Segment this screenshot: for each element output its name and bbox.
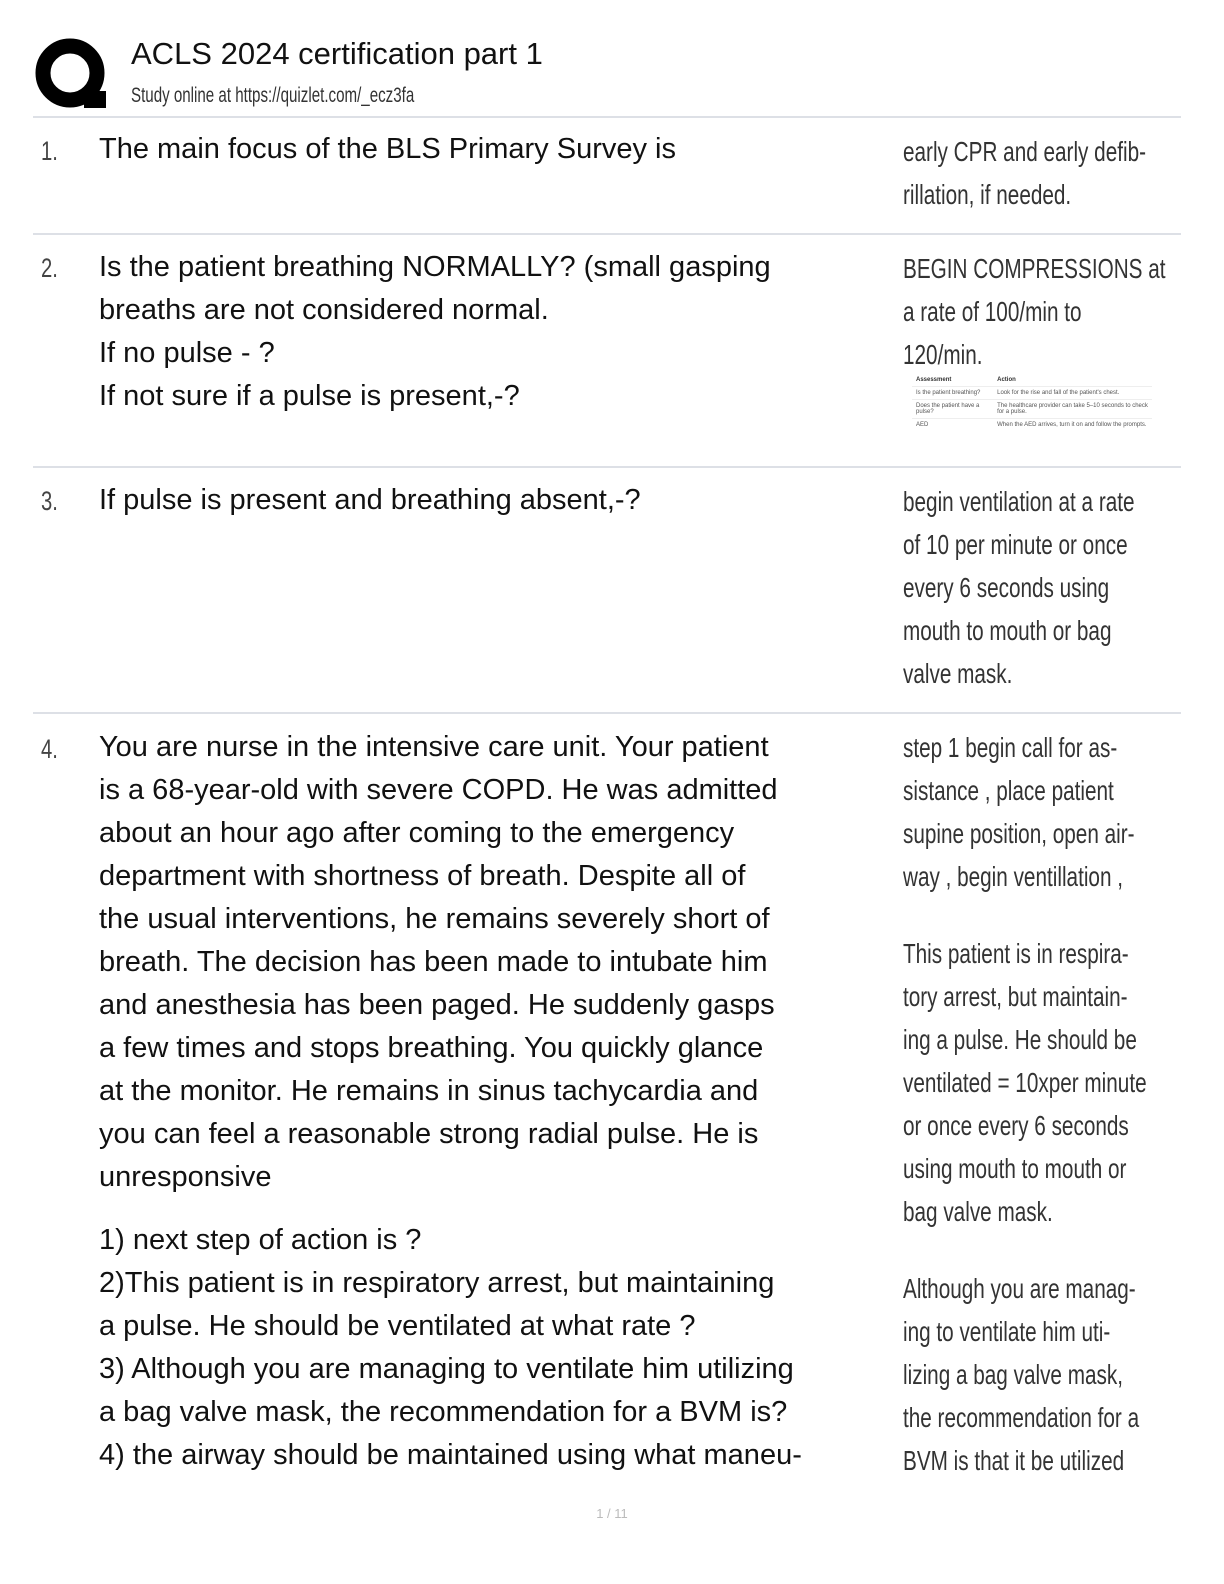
answer-line: Although you are manag- (903, 1273, 1136, 1304)
answer-line: of 10 per minute or once (903, 529, 1128, 560)
card-number: 1. (41, 136, 58, 166)
answer-line: supine position, open air- (903, 818, 1135, 849)
answer-line: ing to ventilate him uti- (903, 1316, 1111, 1347)
question-line: 1) next step of action is ? (99, 1224, 422, 1256)
question-line: the usual interventions, he remains severely short of (99, 903, 770, 935)
question-line: at the monitor. He remains in sinus tachycardia and (99, 1075, 759, 1107)
table-header: Action (997, 377, 1016, 383)
question-line: department with shortness of breath. Despite all of (99, 860, 746, 892)
table-cell: The healthcare provider can take 5–10 seconds to check for a pulse. (993, 400, 1152, 419)
divider (33, 116, 1181, 118)
answer-line: way , begin ventillation , (903, 861, 1123, 892)
answer-line: bag valve mask. (903, 1196, 1053, 1227)
answer-line: sistance , place patient (903, 775, 1114, 806)
answer-line: ventilated = 10xper minute (903, 1067, 1147, 1098)
answer-line: This patient is in respira- (903, 938, 1129, 969)
card-number: 2. (41, 253, 58, 283)
table-row (912, 419, 1152, 432)
card-answer (903, 247, 1224, 376)
answer-line: step 1 begin call for as- (903, 732, 1118, 763)
card-number: 4. (41, 734, 58, 764)
table-header: Assessment (916, 377, 952, 383)
divider (33, 466, 1181, 468)
answer-line: or once every 6 seconds (903, 1110, 1129, 1141)
page-number: 1 / 11 (596, 1506, 628, 1521)
question-line: The main focus of the BLS Primary Survey is (99, 133, 676, 165)
question-line: 3) Although you are managing to ventilate him utilizing (99, 1353, 794, 1385)
table-row (912, 400, 1152, 419)
question-line: You are nurse in the intensive care unit. Your patient (99, 731, 769, 763)
answer-line: BEGIN COMPRESSIONS at (903, 253, 1166, 284)
question-line: 4) the airway should be maintained using what maneu- (99, 1439, 802, 1471)
question-line: a few times and stops breathing. You quickly glance (99, 1032, 764, 1064)
card-number: 3. (41, 486, 58, 516)
question-line: about an hour ago after coming to the emergency (99, 817, 735, 849)
table-cell: Is the patient breathing? (912, 387, 993, 400)
document-title: ACLS 2024 certification part 1 (131, 36, 543, 71)
answer-image-table (912, 374, 1152, 431)
question-line: unresponsive (99, 1161, 272, 1193)
card-answer (903, 130, 1224, 216)
quizlet-logo-icon (34, 36, 110, 112)
table-cell: Look for the rise and fall of the patient's chest. (993, 387, 1152, 400)
answer-line: valve mask. (903, 658, 1013, 689)
card-question (99, 479, 641, 522)
answer-line: tory arrest, but maintain- (903, 981, 1128, 1012)
card-question (99, 726, 802, 1477)
answer-line: a rate of 100/min to (903, 296, 1082, 327)
answer-line: early CPR and early defib- (903, 136, 1146, 167)
answer-line: BVM is that it be utilized (903, 1445, 1125, 1476)
question-line: breaths are not considered normal. (99, 294, 549, 326)
answer-line: rillation, if needed. (903, 179, 1072, 210)
answer-line: lizing a bag valve mask, (903, 1359, 1123, 1390)
table-cell: AED (912, 419, 993, 432)
question-line: Is the patient breathing NORMALLY? (small gasping (99, 251, 771, 283)
question-line: 2)This patient is in respiratory arrest, but maintaining (99, 1267, 775, 1299)
table-row (912, 387, 1152, 400)
question-line: a pulse. He should be ventilated at what rate ? (99, 1310, 696, 1342)
card-question (99, 128, 676, 171)
answer-line: every 6 seconds using (903, 572, 1110, 603)
table-cell: When the AED arrives, turn it on and follow the prompts. (993, 419, 1152, 432)
answer-line: the recommendation for a (903, 1402, 1140, 1433)
question-line: a bag valve mask, the recommendation for a BVM is? (99, 1396, 788, 1428)
question-line: If no pulse - ? (99, 337, 275, 369)
question-line: you can feel a reasonable strong radial pulse. He is (99, 1118, 759, 1150)
question-line: If not sure if a pulse is present,-? (99, 380, 520, 412)
answer-line: 120/min. (903, 339, 983, 370)
card-answer (903, 726, 1224, 1482)
divider (33, 233, 1181, 235)
card-answer (903, 480, 1216, 695)
question-line: is a 68-year-old with severe COPD. He was admitted (99, 774, 778, 806)
divider (33, 712, 1181, 714)
answer-line: begin ventilation at a rate (903, 486, 1135, 517)
answer-line: mouth to mouth or bag (903, 615, 1112, 646)
answer-line: using mouth to mouth or (903, 1153, 1127, 1184)
question-line: If pulse is present and breathing absent,-? (99, 484, 641, 516)
question-line: and anesthesia has been paged. He suddenly gasps (99, 989, 775, 1021)
table-cell: Does the patient have a pulse? (912, 400, 993, 419)
answer-line: ing a pulse. He should be (903, 1024, 1137, 1055)
study-online-link[interactable]: Study online at https://quizlet.com/_ecz3fa (131, 84, 415, 107)
question-line: breath. The decision has been made to intubate him (99, 946, 768, 978)
card-question (99, 246, 771, 418)
